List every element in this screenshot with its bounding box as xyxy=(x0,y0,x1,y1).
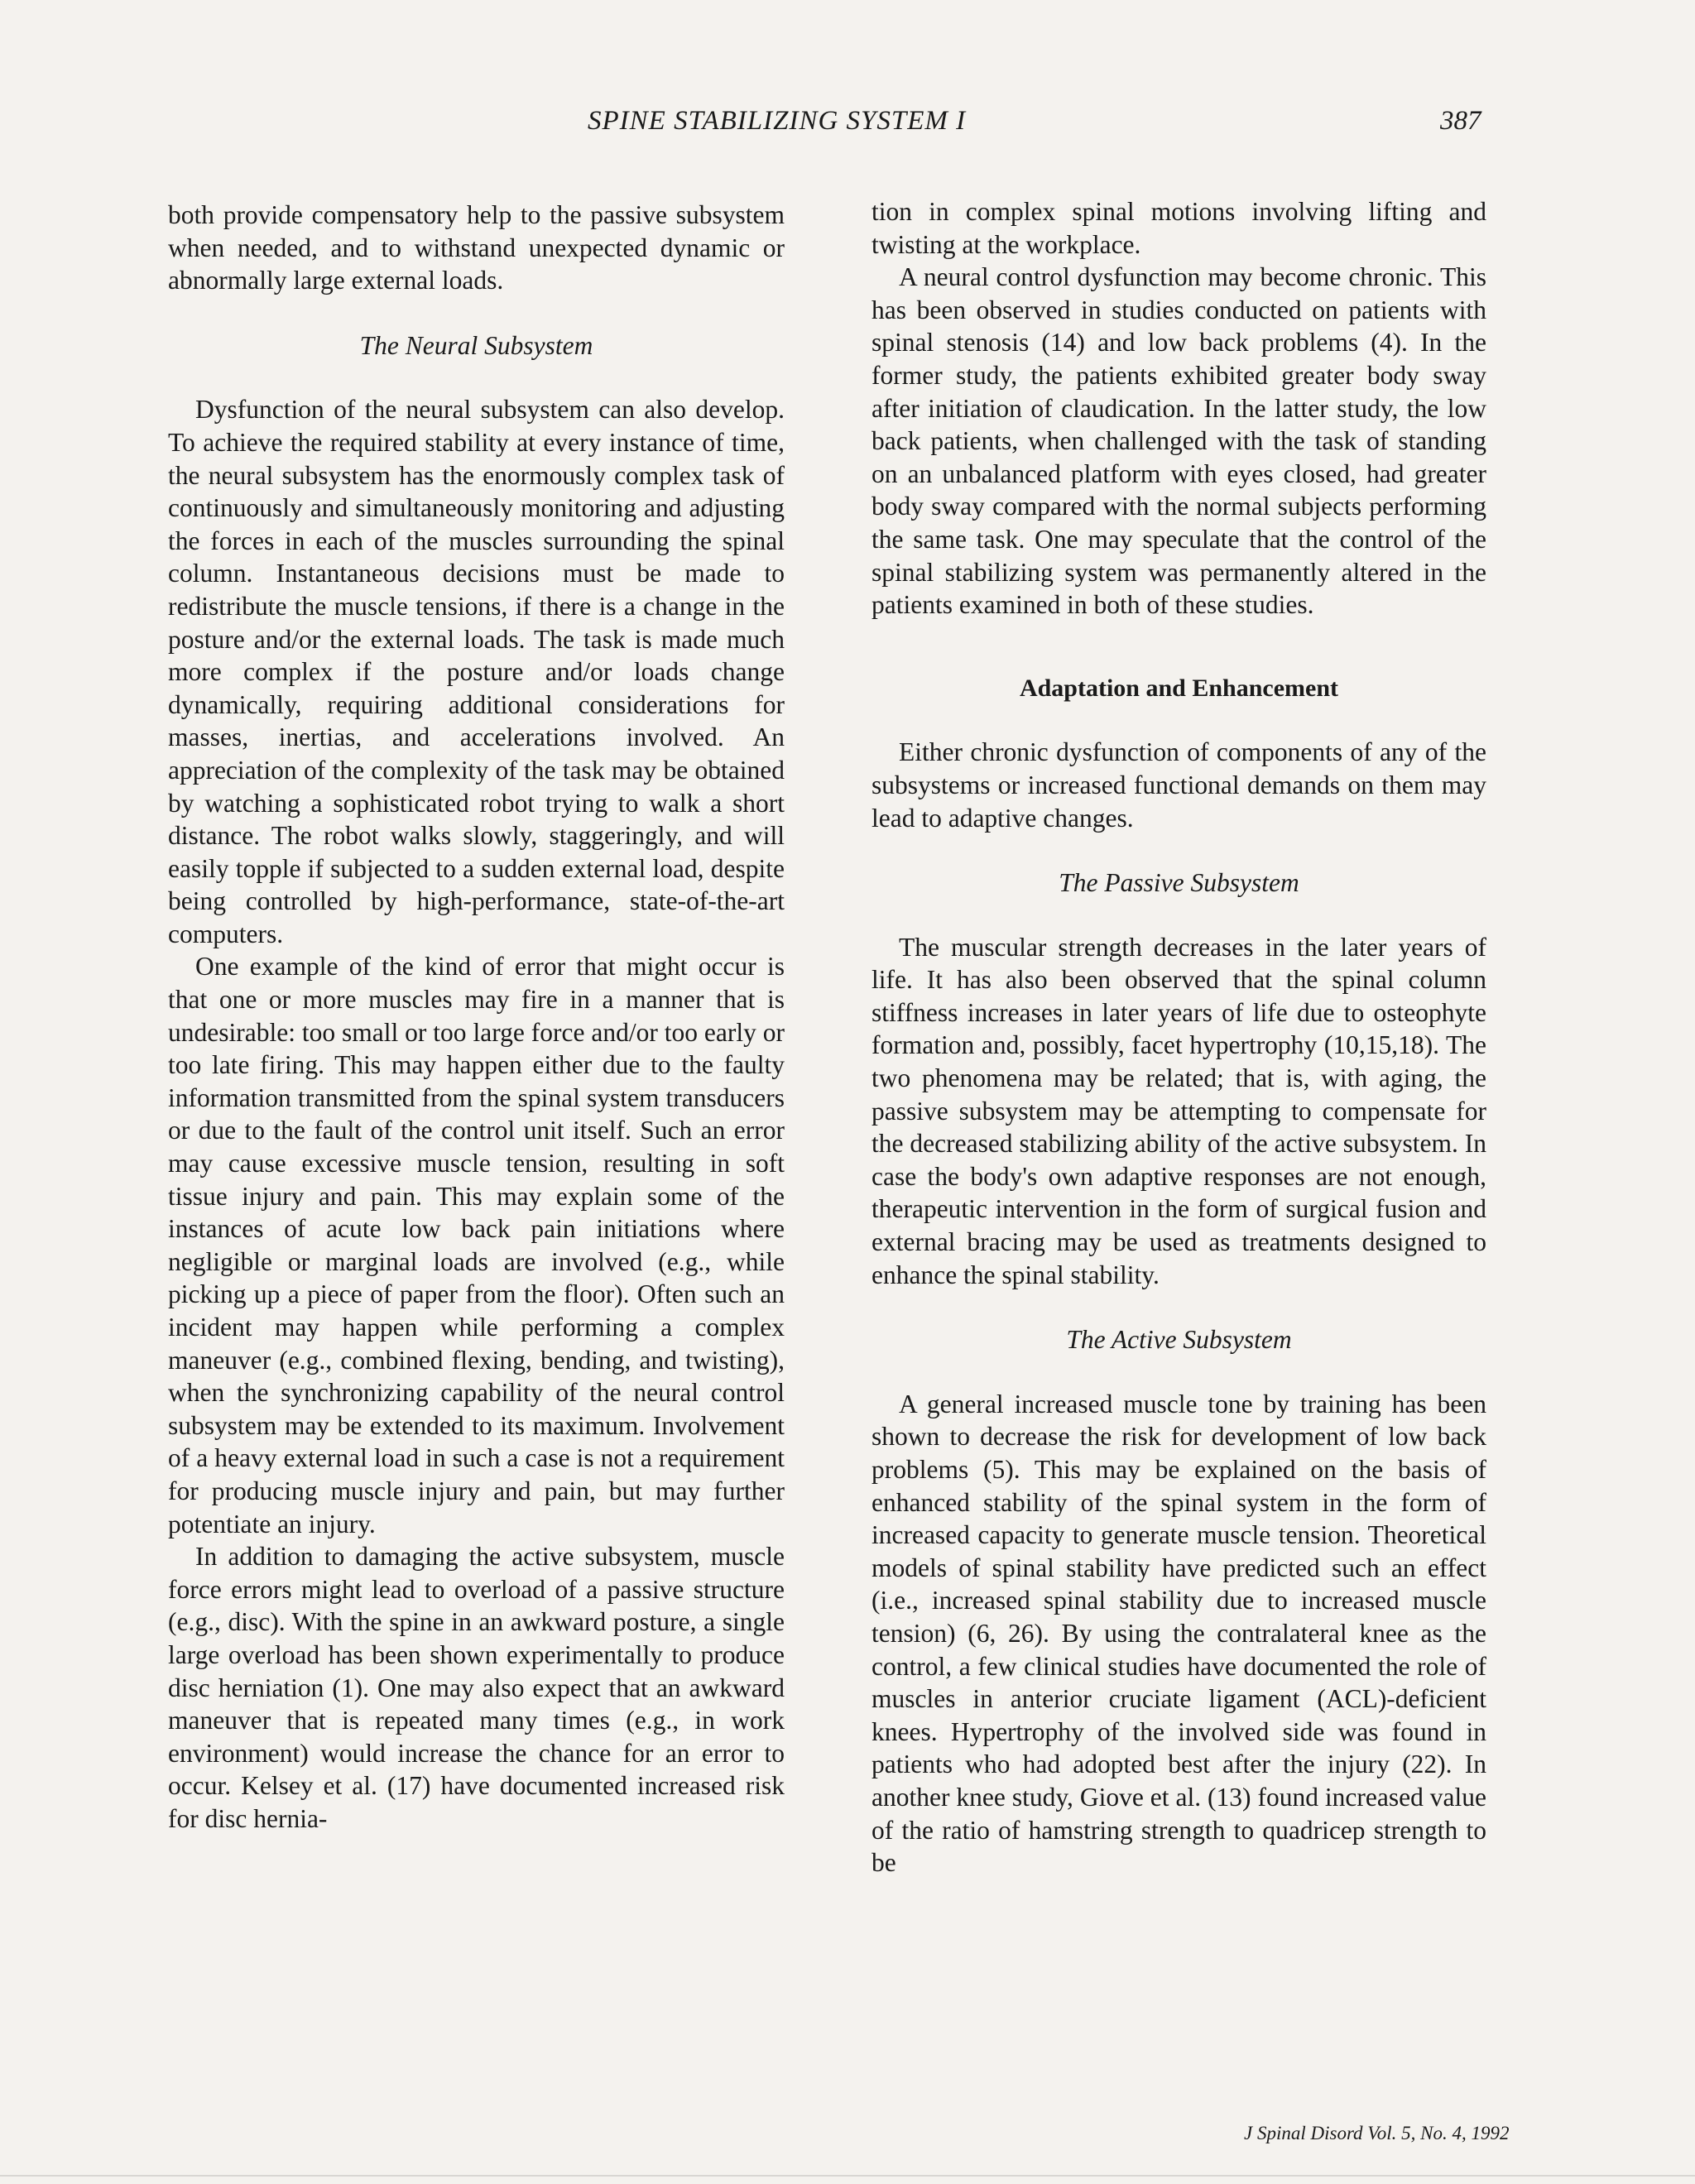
paragraph: Dysfunction of the neural subsystem can also develop. To achieve the required stability at every instance of time, the neural subsystem has the enormously complex task of continuously and simultaneously monitoring and adjusting the forces in each of the muscles surrounding the spinal column. Instantaneous decisions must be made to redistribute the muscle tensions, if there is a change in the posture and/or the external loads. The task is made much more complex if the posture and/or loads change dynamically, requiring additional considerations for masses, inertias, and accelerations involved. An appreciation of the complexity of the task may be obtained by watching a sophisticated robot trying to walk a short distance. The robot walks slowly, staggeringly, and will easily topple if subjected to a sudden external load, despite being controlled by high-performance, state-of-the-art computers. xyxy=(168,395,785,948)
section-heading-neural-subsystem: The Neural Subsystem xyxy=(359,330,593,360)
right-column xyxy=(872,195,1486,1879)
paragraph: both provide compensatory help to the passive subsystem when needed, and to withstand unexpected dynamic or abnormally large external loads. xyxy=(168,200,785,295)
scan-edge-rule xyxy=(0,2175,1695,2177)
paragraph: Either chronic dysfunction of components of any of the subsystems or increased functional demands on them may lead to adaptive changes. xyxy=(872,737,1486,833)
paragraph: In addition to damaging the active subsystem, muscle force errors might lead to overload of a passive structure (e.g., disc). With the spine in an awkward posture, a single large overload has been shown experimentally to produce disc herniation (1). One may also expect that an awkward maneuver that is repeated many times (e.g., in work environment) would increase the chance for an error to occur. Kelsey et al. (17) have documented increased risk for disc hernia- xyxy=(168,1542,785,1833)
section-heading-active-subsystem: The Active Subsystem xyxy=(1066,1325,1292,1355)
page-number: 387 xyxy=(1440,106,1481,136)
paragraph: The muscular strength decreases in the later years of life. It has also been observed that the spinal column stiffness increases in later years of life due to osteophyte formation and, possibly, facet hypertrophy (10,15,18). The two phenomena may be related; that is, with aging, the passive subsystem may be attempting to compensate for the decreased stabilizing ability of the active subsystem. In case the body's own adaptive responses are not enough, therapeutic intervention in the form of surgical fusion and external bracing may be used as treatments designed to enhance the spinal stability. xyxy=(872,932,1486,1289)
section-heading-passive-subsystem: The Passive Subsystem xyxy=(1059,868,1299,898)
paragraph: tion in complex spinal motions involving lifting and twisting at the workplace. xyxy=(872,197,1486,259)
section-heading-adaptation-enhancement: Adaptation and Enhancement xyxy=(1019,674,1339,702)
paragraph: One example of the kind of error that might occur is that one or more muscles may fire in a manner that is undesirable: too small or too large force and/or too early or too late firing. This may happen either due to the faulty information transmitted from the spinal system transducers or due to the fault of the control unit itself. Such an error may cause excessive muscle tension, resulting in soft tissue injury and pain. This may explain some of the instances of acute low back pain initiations where negligible or marginal loads are involved (e.g., while picking up a piece of paper from the floor). Often such an incident may happen while performing a complex maneuver (e.g., combined flexing, bending, and twisting), when the synchronizing capability of the neural control subsystem may be extended to its maximum. Involvement of a heavy external load in such a case is not a requirement for producing muscle injury and pain, but may further potentiate an injury. xyxy=(168,952,785,1538)
paragraph: A neural control dysfunction may become chronic. This has been observed in studies conducted on patients with spinal stenosis (14) and low back problems (4). In the former study, the patients exhibited greater body sway after initiation of claudication. In the latter study, the low back patients, when challenged with the task of standing on an unbalanced platform with eyes closed, had greater body sway compared with the normal subjects performing the same task. One may speculate that the control of the spinal stabilizing system was permanently altered in the patients examined in both of these studies. xyxy=(872,262,1486,620)
left-column xyxy=(168,199,785,1836)
paragraph: A general increased muscle tone by training has been shown to decrease the risk for development of low back problems (5). This may be explained on the basis of enhanced stability of the spinal system in the form of increased capacity to generate muscle tension. Theoretical models of spinal stability have predicted such an effect (i.e., increased spinal stability due to increased muscle tension) (6, 26). By using the contralateral knee as the control, a few clinical studies have documented the role of muscles in anterior cruciate ligament (ACL)-deficient knees. Hypertrophy of the involved side was found in patients who had adopted best after the injury (22). In another knee study, Giove et al. (13) found increased value of the ratio of hamstring strength to quadricep strength to be xyxy=(872,1389,1486,1878)
running-head: SPINE STABILIZING SYSTEM I xyxy=(588,106,967,136)
journal-citation-footer: J Spinal Disord Vol. 5, No. 4, 1992 xyxy=(1244,2123,1510,2143)
